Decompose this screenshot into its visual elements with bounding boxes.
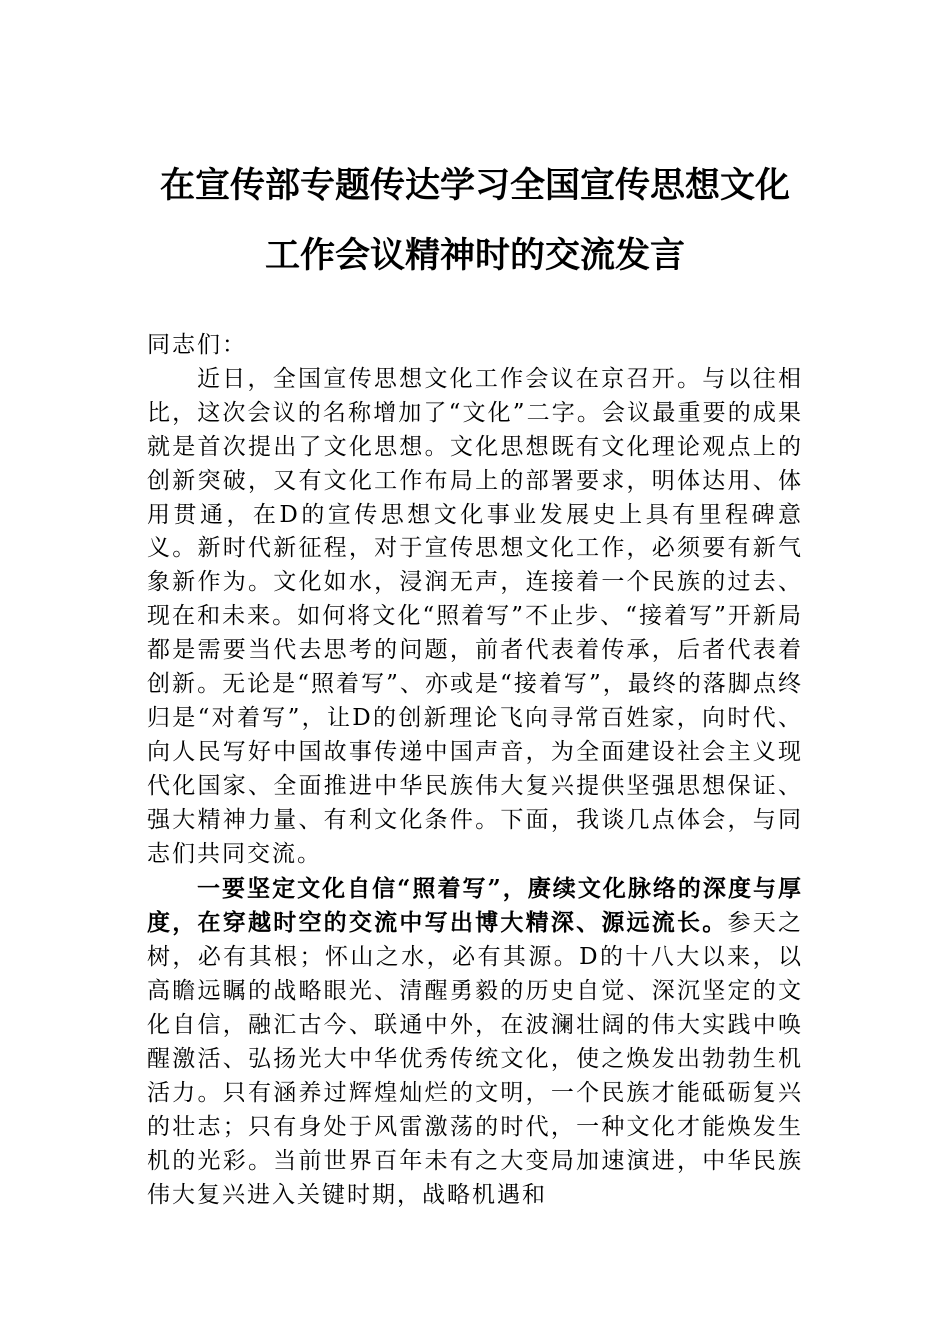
paragraph-intro: 近日，全国宣传思想文化工作会议在京召开。与以往相比，这次会议的名称增加了“文化”二字。会议最重要的成果就是首次提出了文化思想。文化思想既有文化理论观点上的创新突破，又有文化工作布局上的部署要求，明体达用、体用贯通，在D的宣传思想文化事业发展史上具有里程碑意义。新时代新征程，对于宣传思想文化工作，必须要有新气象新作为。文化如水，浸润无声，连接着一个民族的过去、现在和未来。如何将文化“照着写”不止步、“接着写”开新局都是需要当代去思考的问题，前者代表着传承，后者代表着创新。无论是“照着写”、亦或是“接着写”，最终的落脚点终归是“对着写”，让D的创新理论飞向寻常百姓家，向时代、向人民写好中国故事传递中国声音，为全面建设社会主义现代化国家、全面推进中华民族伟大复兴提供坚强思想保证、强大精神力量、有利文化条件。下面，我谈几点体会，与同志们共同交流。 (147, 365, 803, 867)
document-title-line-2: 工作会议精神时的交流发言 (264, 235, 685, 276)
document-body (147, 329, 803, 1213)
salutation: 同志们： (147, 332, 247, 358)
paragraph-point-one-heading: 一要坚定文化自信“照着写”，赓续文化脉络的深度与厚度，在穿越时空的交流中写出博大精深、源远流长。 (147, 874, 803, 937)
paragraph-point-one (147, 872, 803, 1213)
document-title-line-1: 在宣传部专题传达学习全国宣传思想文化 (159, 165, 790, 206)
paragraph-point-one-body: 参天之树，必有其根；怀山之水，必有其源。D的十八大以来，以高瞻远瞩的战略眼光、清醒勇毅的历史自觉、深沉坚定的文化自信，融汇古今、联通中外，在波澜壮阔的伟大实践中唤醒激活、弘扬光大中华优秀传统文化，使之焕发出勃勃生机活力。只有涵养过辉煌灿烂的文明，一个民族才能砥砺复兴的壮志；只有身处于风雷激荡的时代，一种文化才能焕发生机的光彩。当前世界百年未有之大变局加速演进，中华民族伟大复兴进入关键时期，战略机遇和 (147, 910, 804, 1208)
